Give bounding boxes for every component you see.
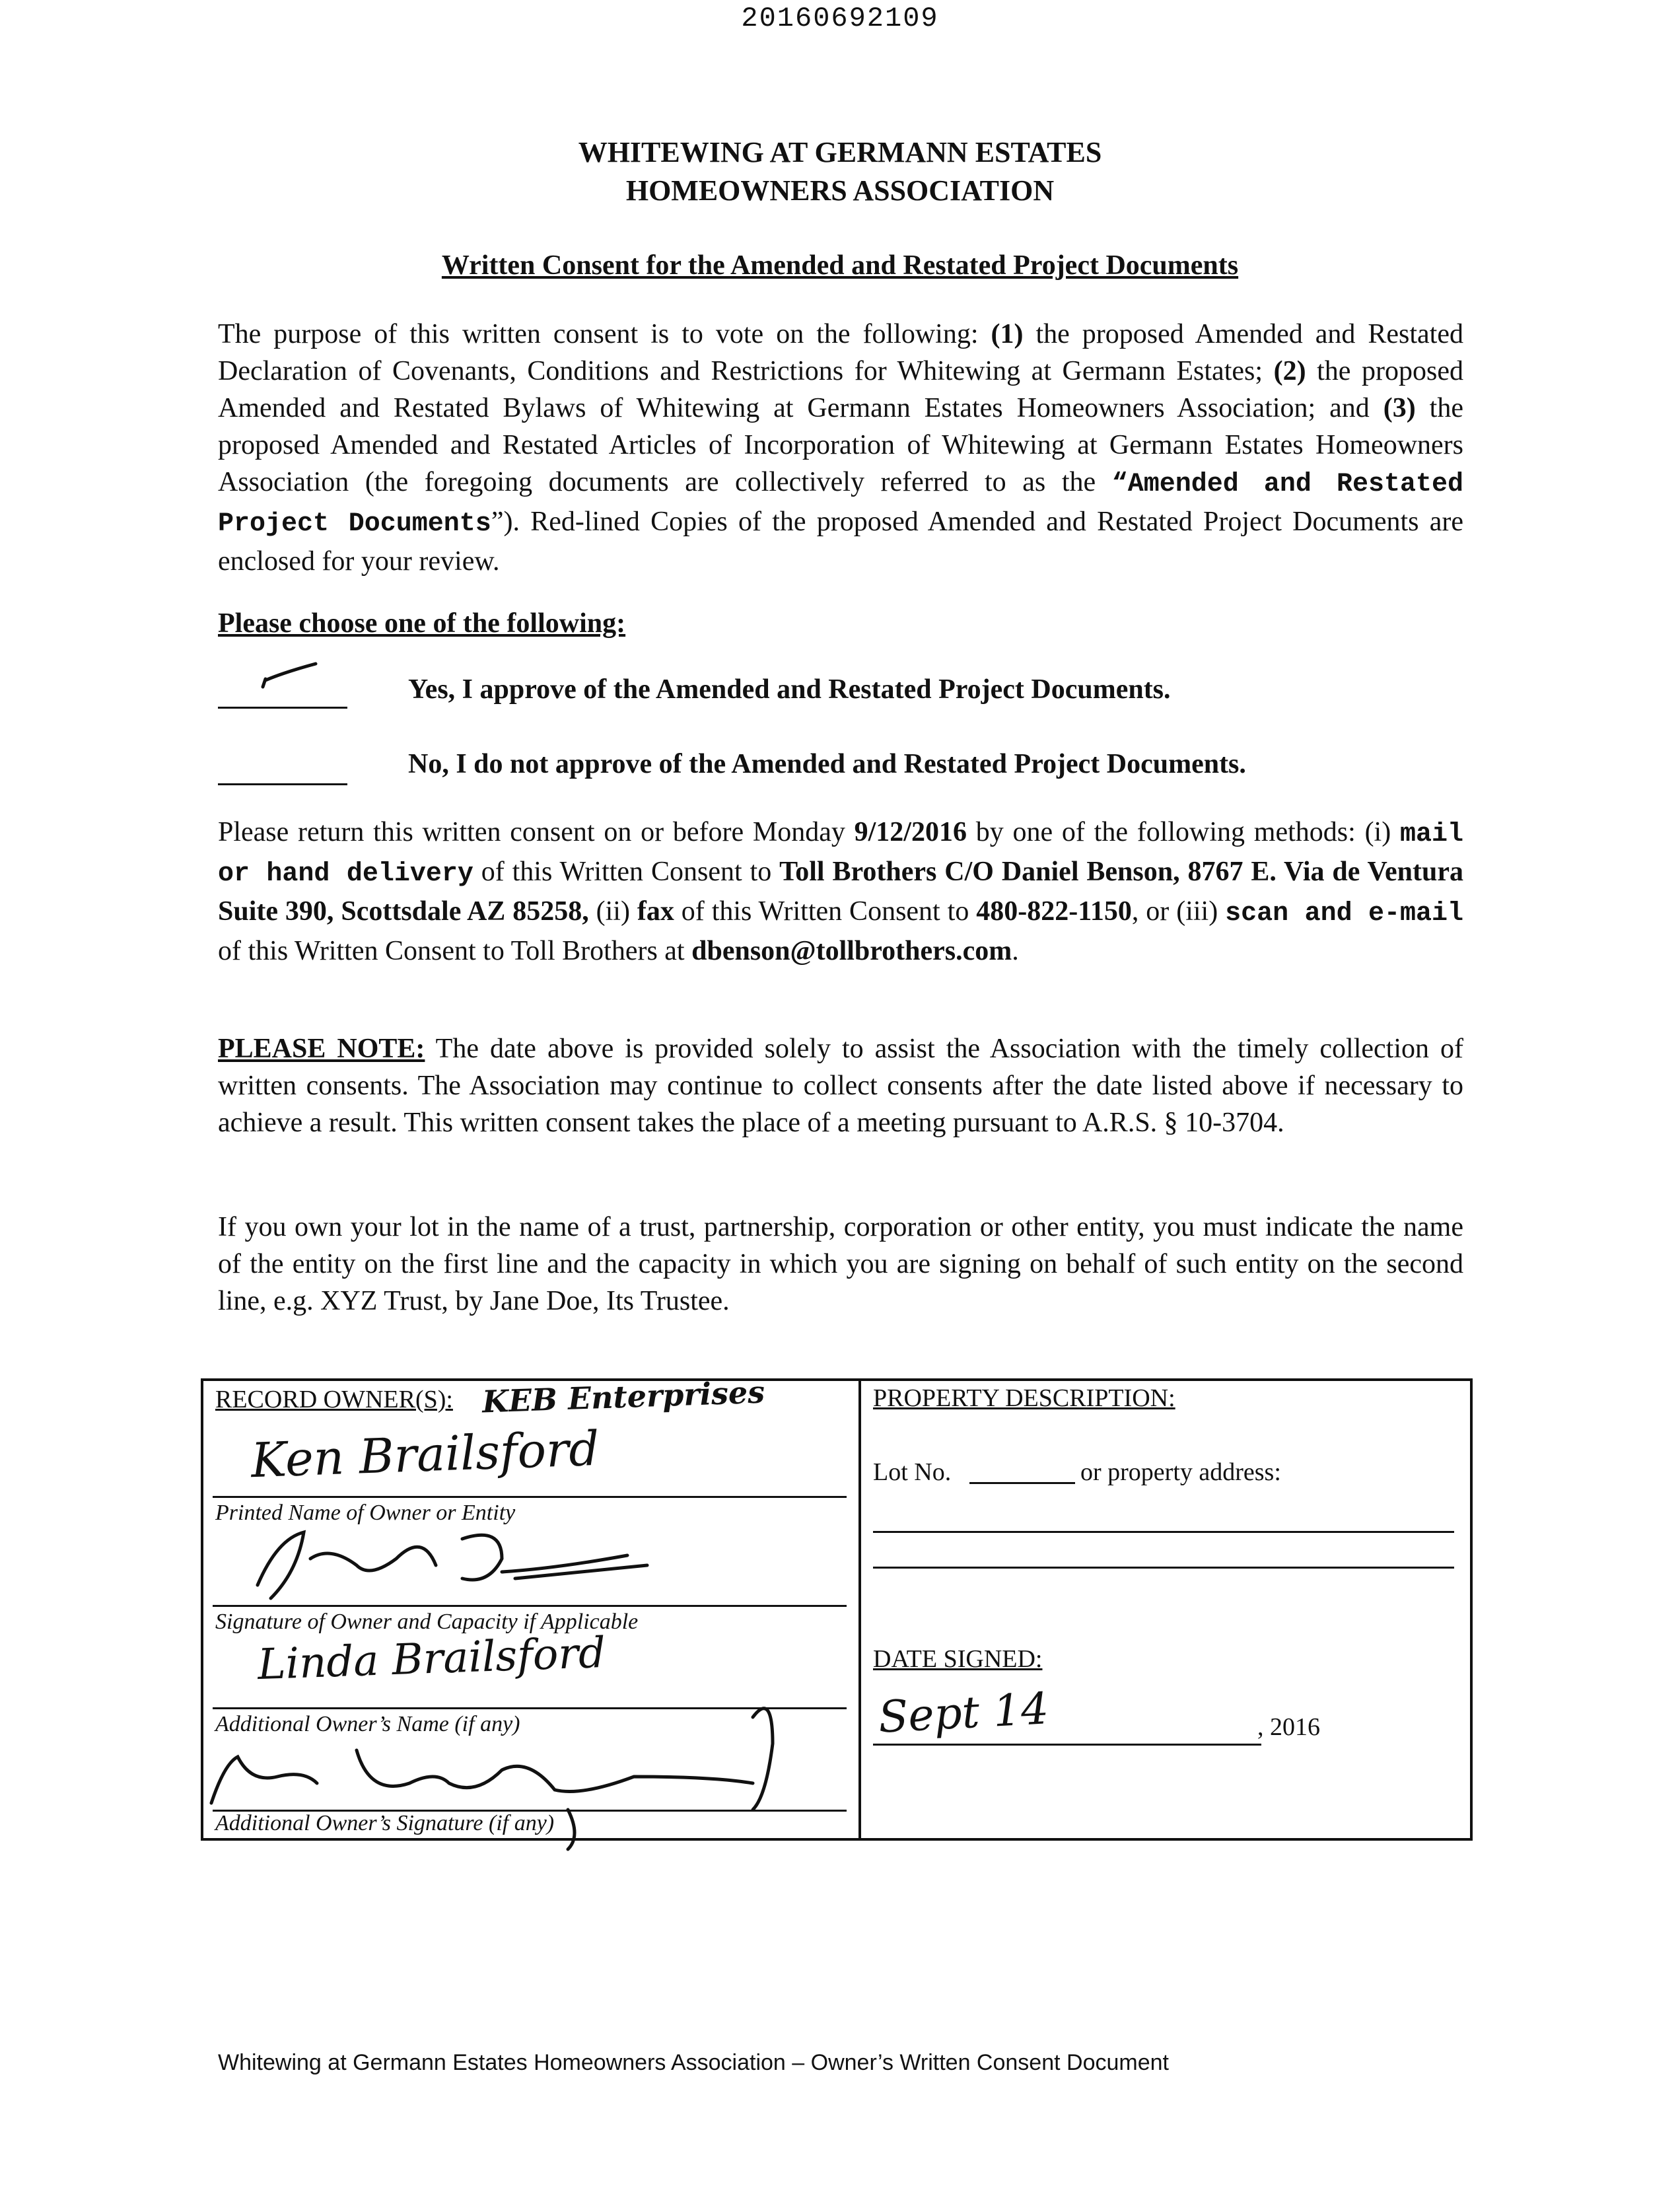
- record-owner-label: RECORD OWNER(S):: [215, 1386, 453, 1413]
- property-description-label: PROPERTY DESCRIPTION:: [873, 1384, 1175, 1412]
- return-text-6: , or (iii): [1131, 896, 1226, 927]
- additional-signature-label: Additional Owner’s Signature (if any): [215, 1811, 555, 1835]
- date-signed-handwriting: Sept 14: [877, 1683, 1050, 1743]
- page-footer: Whitewing at Germann Estates Homeowners Association – Owner’s Written Consent Document: [218, 2050, 1169, 2075]
- choose-heading: Please choose one of the following:: [218, 608, 626, 639]
- fax-number: 480-822-1150: [976, 896, 1132, 927]
- option-no-label: No, I do not approve of the Amended and Restated Project Documents.: [408, 749, 1246, 779]
- purpose-text-5: ”). Red-lined Copies of the proposed Amended and Restated Project Documents are enclosed for your review.: [218, 507, 1463, 577]
- purpose-text-3: the proposed Amended and Restated Bylaws of Whitewing at Germann Estates Homeowners Association; and: [218, 356, 1463, 423]
- item-number-3: (3): [1383, 393, 1416, 423]
- association-title-line2: HOMEOWNERS ASSOCIATION: [625, 174, 1055, 207]
- mail-method: mail or hand delivery: [218, 820, 1463, 889]
- note-label: PLEASE NOTE:: [218, 1034, 425, 1064]
- return-text-7: of this Written Consent to Toll Brothers at: [218, 936, 692, 966]
- date-signed-label: DATE SIGNED:: [873, 1645, 1043, 1673]
- item-number-1: (1): [991, 319, 1024, 349]
- purpose-text-2: the proposed Amended and Restated Declaration of Covenants, Conditions and Restrictions for Whitewing at Germann Estates;: [218, 319, 1463, 386]
- additional-name-handwriting: Linda Brailsford: [256, 1628, 607, 1690]
- scan-method: scan and e-mail: [1225, 899, 1464, 929]
- return-text-3: of this Written Consent to: [473, 857, 780, 887]
- document-number: 20160692109: [741, 3, 939, 34]
- return-text-1: Please return this written consent on or before Monday: [218, 817, 855, 847]
- association-title-line1: WHITEWING AT GERMANN ESTATES: [578, 136, 1102, 168]
- printed-name-handwriting: Ken Brailsford: [250, 1420, 600, 1489]
- date-signed-year: , 2016: [1257, 1713, 1320, 1741]
- owner-signature: [258, 1532, 647, 1598]
- additional-owner-signature: [211, 1709, 773, 1849]
- return-text-4: (ii): [588, 896, 637, 927]
- record-owner-handwriting: KEB Enterprises: [481, 1374, 765, 1420]
- return-text-5: of this Written Consent to: [674, 896, 977, 927]
- entity-paragraph: If you own your lot in the name of a trust, partnership, corporation or other entity, you must indicate the name of the entity on the first line and the capacity in which you are signing on behalf of such entity on the second line, e.g. XYZ Trust, by Jane Doe, Its Trustee.: [218, 1212, 1463, 1316]
- option-yes-label: Yes, I approve of the Amended and Restated Project Documents.: [408, 674, 1171, 705]
- yes-check-mark: [263, 664, 316, 687]
- return-text-8: .: [1012, 936, 1019, 966]
- deadline-date: 9/12/2016: [854, 817, 967, 847]
- mailing-address: Toll Brothers C/O Daniel Benson, 8767 E. Via de Ventura Suite 390, Scottsdale AZ 85258,: [218, 857, 1463, 927]
- lot-number-label: Lot No.: [873, 1458, 952, 1486]
- purpose-text-4: the proposed Amended and Restated Articles of Incorporation of Whitewing at Germann Estates Homeowners Association (the foregoing documents are collectively referred to as the: [218, 393, 1463, 497]
- item-number-2: (2): [1273, 356, 1306, 386]
- document-subtitle: Written Consent for the Amended and Restated Project Documents: [441, 250, 1239, 281]
- email-address: dbenson@tollbrothers.com: [691, 936, 1012, 966]
- return-text-2: by one of the following methods: (i): [966, 817, 1400, 847]
- signature-label: Signature of Owner and Capacity if Applicable: [215, 1610, 639, 1634]
- fax-method: fax: [637, 896, 674, 927]
- property-address-label: or property address:: [1080, 1458, 1281, 1486]
- additional-name-label: Additional Owner’s Name (if any): [215, 1712, 520, 1736]
- printed-name-label: Printed Name of Owner or Entity: [215, 1501, 516, 1525]
- note-text: The date above is provided solely to assist the Association with the timely collection of written consents. The Association may continue to collect consents after the date listed above if necessary to achieve a result. This written consent takes the place of a meeting pursuant to A.R.S. § 10-3704.: [218, 1034, 1463, 1138]
- defined-term: “Amended and Restated Project Documents: [218, 470, 1463, 539]
- purpose-text-1: The purpose of this written consent is to vote on the following:: [218, 319, 991, 349]
